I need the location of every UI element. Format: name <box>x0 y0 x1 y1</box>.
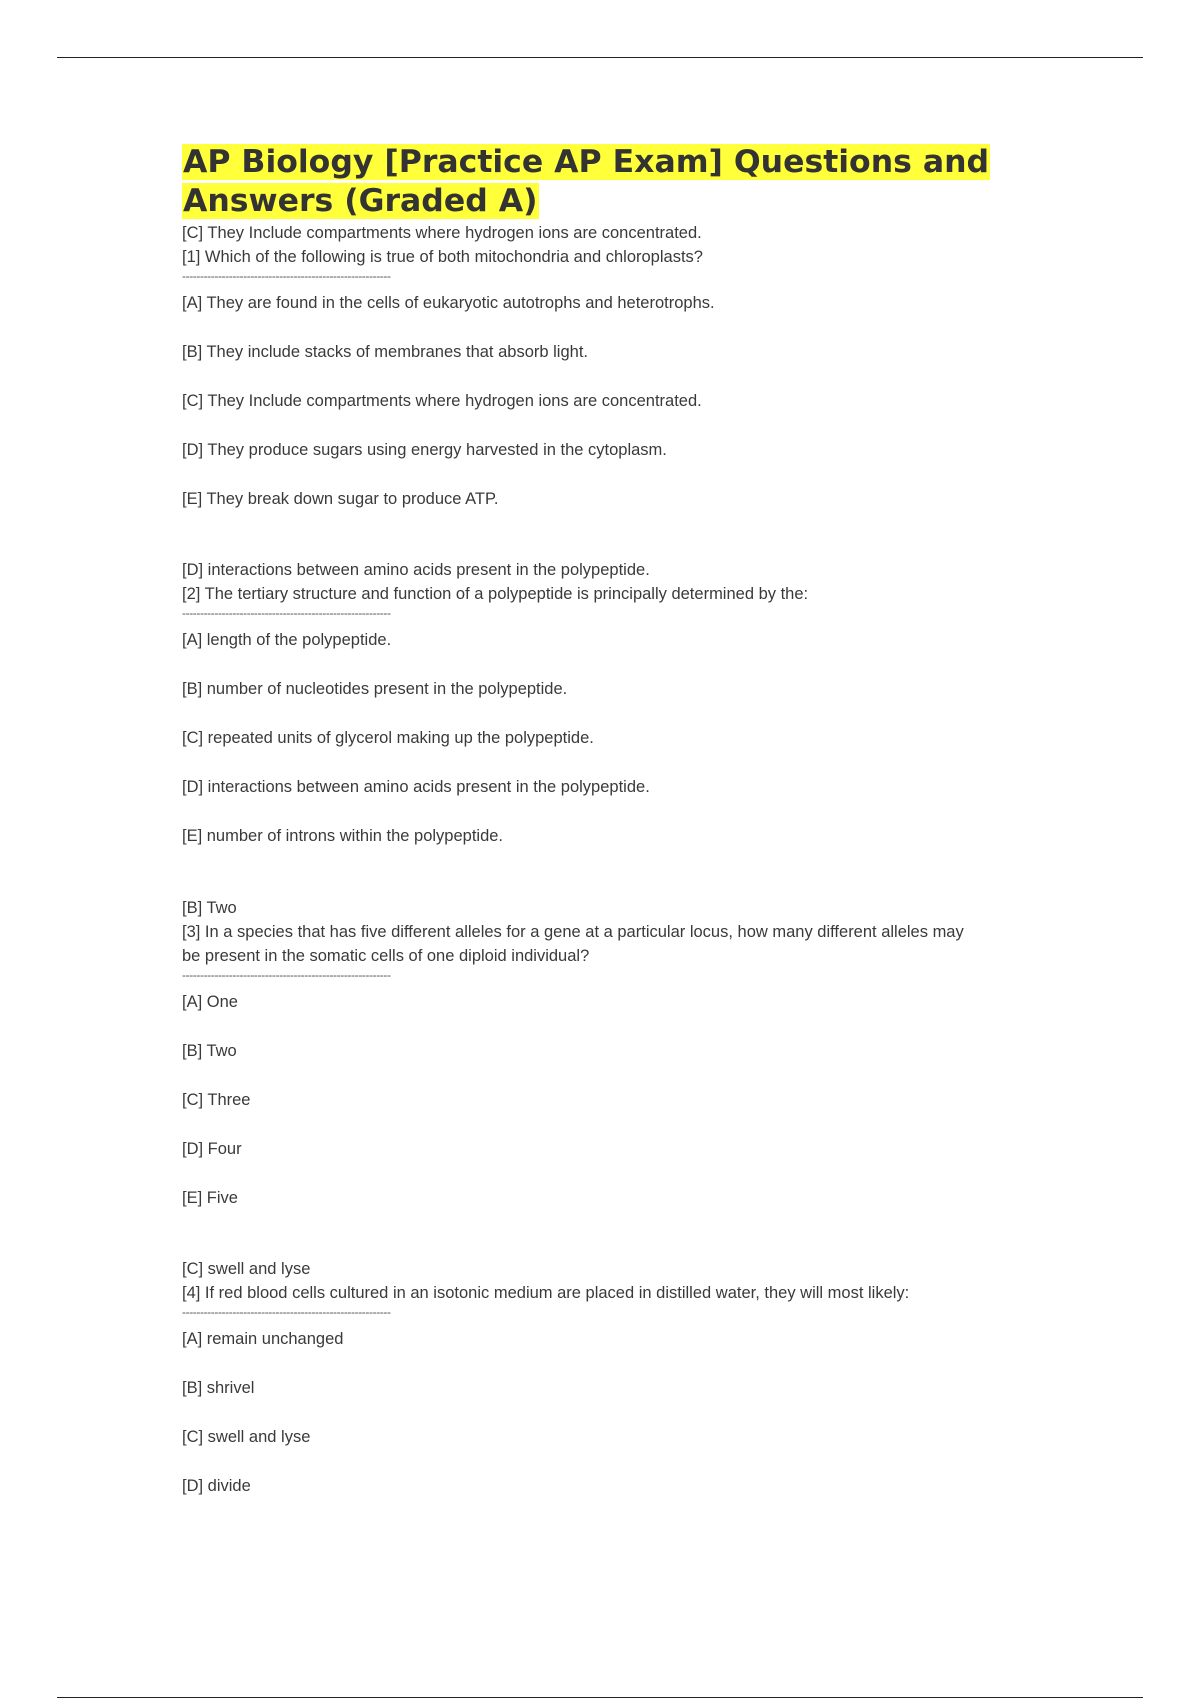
question-answer: [D] interactions between amino acids present in the polypeptide. <box>182 561 650 579</box>
question-4 <box>182 1257 1062 1523</box>
answer-option: [B] They include stacks of membranes that absorb light. <box>182 343 588 361</box>
question-2 <box>182 558 1062 873</box>
answer-option: [B] shrivel <box>182 1379 255 1397</box>
answer-option: [C] repeated units of glycerol making up the polypeptide. <box>182 729 594 747</box>
answer-option: [B] Two <box>182 1042 237 1060</box>
question-prompt: [1] Which of the following is true of both mitochondria and chloroplasts? <box>182 248 703 266</box>
answer-option: [D] interactions between amino acids present in the polypeptide. <box>182 778 650 796</box>
header-rule <box>57 57 1143 58</box>
answer-option: [A] length of the polypeptide. <box>182 631 392 649</box>
question-prompt: [4] If red blood cells cultured in an isotonic medium are placed in distilled water, they will most likely: <box>182 1284 910 1302</box>
answer-option: [C] They Include compartments where hydrogen ions are concentrated. <box>182 392 702 410</box>
answer-option: [E] They break down sugar to produce ATP. <box>182 490 499 508</box>
question-answer: [B] Two <box>182 899 237 917</box>
question-prompt: [2] The tertiary structure and function of a polypeptide is principally determined by the: <box>182 585 809 603</box>
answer-option: [D] They produce sugars using energy harvested in the cytoplasm. <box>182 441 667 459</box>
question-3 <box>182 896 1062 1235</box>
document-title <box>182 143 1062 221</box>
answer-option: [C] swell and lyse <box>182 1428 311 1446</box>
footer-rule <box>57 1697 1143 1698</box>
answer-option: [C] Three <box>182 1091 251 1109</box>
answer-option: [D] Four <box>182 1140 242 1158</box>
question-divider: ---------------------------------------------------------- <box>182 607 391 619</box>
question-divider: ---------------------------------------------------------- <box>182 969 391 981</box>
answer-option: [D] divide <box>182 1477 251 1495</box>
title-highlight: AP Biology [Practice AP Exam] Questions and Answers (Graded A) <box>183 144 990 219</box>
answer-option: [E] Five <box>182 1189 238 1207</box>
question-answer: [C] swell and lyse <box>182 1260 311 1278</box>
answer-option: [A] They are found in the cells of eukaryotic autotrophs and heterotrophs. <box>182 294 715 312</box>
question-divider: ---------------------------------------------------------- <box>182 1306 391 1318</box>
answer-option: [A] One <box>182 993 238 1011</box>
document-body <box>182 143 1062 1523</box>
answer-option: [A] remain unchanged <box>182 1330 344 1348</box>
answer-option: [B] number of nucleotides present in the polypeptide. <box>182 680 568 698</box>
question-answer: [C] They Include compartments where hydrogen ions are concentrated. <box>182 224 702 242</box>
question-prompt: [3] In a species that has five different alleles for a gene at a particular locus, how many different alleles may be present in the somatic cells of one diploid individual? <box>182 923 964 965</box>
question-divider: ---------------------------------------------------------- <box>182 270 391 282</box>
answer-option: [E] number of introns within the polypeptide. <box>182 827 504 845</box>
question-1 <box>182 221 1062 536</box>
